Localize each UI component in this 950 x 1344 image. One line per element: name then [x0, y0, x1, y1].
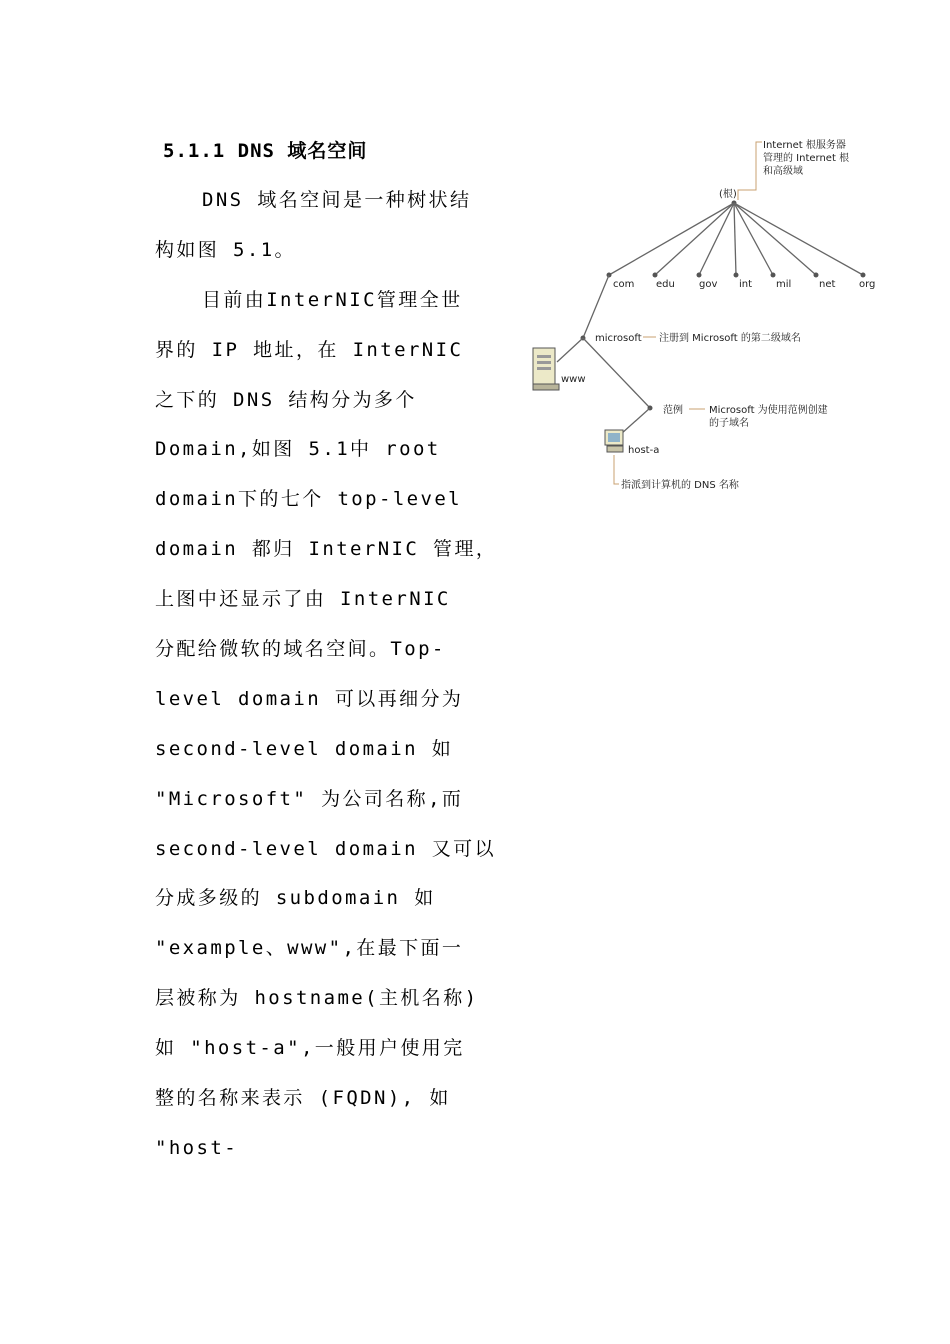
text-line: 层被称为 hostname(主机名称): [155, 987, 479, 1010]
tld-nodes: [607, 273, 866, 278]
text-line: domain 都归 InterNIC 管理，: [155, 538, 498, 561]
text-line: second-level domain 如: [155, 737, 454, 760]
text-line: 目前由InterNIC管理全世: [202, 288, 463, 311]
subdomain-label: 范例: [663, 405, 683, 416]
section-heading: 5.1.1 DNS 域名空间: [163, 140, 368, 162]
dns-tree-svg: [525, 130, 885, 505]
text-line: Domain,如图 5.1中 root: [155, 438, 441, 461]
second-level-note: 注册到 Microsoft 的第二级域名: [659, 333, 801, 344]
root-note-bracket: [738, 142, 762, 200]
text-line: 分配给微软的域名空间。Top-: [155, 638, 446, 661]
text-line: 上图中还显示了由 InterNIC: [155, 588, 451, 611]
host-label: host-a: [628, 445, 660, 456]
subdomain-note: 的子域名: [709, 418, 749, 429]
subdomain-branch: [583, 338, 650, 408]
tld-label: org: [859, 279, 876, 290]
text-line: domain下的七个 top-level: [155, 488, 463, 511]
text-line: 构如图 5.1。: [155, 238, 296, 261]
text-line: "host-: [155, 1136, 239, 1159]
text-line: 界的 IP 地址，在 InterNIC: [155, 338, 464, 361]
www-branch: [557, 338, 583, 362]
com-branch: [583, 275, 609, 338]
host-branch: [621, 408, 650, 434]
text-line: 分成多级的 subdomain 如: [155, 887, 436, 910]
tld-label: gov: [699, 279, 718, 290]
root-note-line: Internet 根服务器: [763, 140, 846, 151]
text-line: 整的名称来表示 (FQDN), 如: [155, 1087, 451, 1110]
subdomain-note: Microsoft 为使用范例创建: [709, 405, 828, 416]
host-note-bracket: [614, 455, 619, 484]
text-line: 如 "host-a",一般用户使用完: [155, 1037, 465, 1060]
text-line: 之下的 DNS 结构分为多个: [155, 388, 417, 411]
body-paragraph: [155, 176, 500, 1174]
text-line: "example、www",在最下面一: [155, 937, 464, 960]
computer-icon: [605, 430, 623, 452]
www-label: www: [561, 374, 586, 385]
tld-label: com: [613, 279, 635, 290]
tld-label: int: [739, 279, 753, 290]
text-line: second-level domain 又可以: [155, 837, 496, 860]
host-note: 指派到计算机的 DNS 名称: [621, 480, 739, 491]
server-icon: [533, 348, 559, 390]
tld-label: edu: [656, 279, 675, 290]
tld-label: net: [819, 279, 836, 290]
text-line: DNS 域名空间是一种树状结: [202, 189, 472, 211]
tld-label: mil: [776, 279, 792, 290]
second-level-label: microsoft: [595, 333, 642, 344]
root-note-line: 和高级域: [763, 166, 803, 177]
text-line: level domain 可以再细分为: [155, 687, 464, 710]
root-note-line: 管理的 Internet 根: [763, 153, 850, 164]
tld-branches: [609, 203, 863, 275]
text-line: "Microsoft" 为公司名称,而: [155, 787, 464, 810]
dns-namespace-diagram: [525, 130, 885, 505]
root-label: (根): [719, 189, 737, 200]
